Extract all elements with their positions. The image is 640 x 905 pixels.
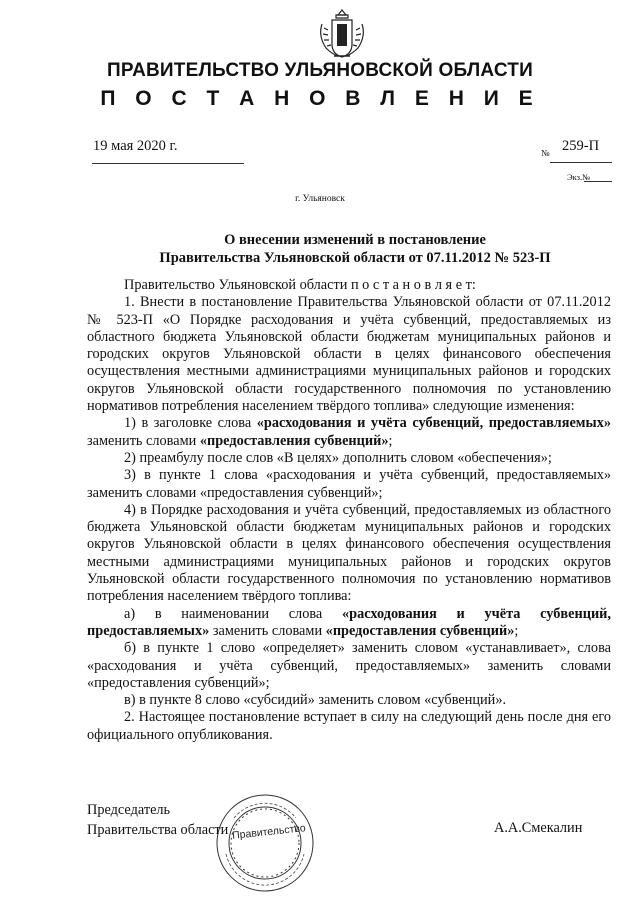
document-number: 259-П bbox=[562, 138, 600, 154]
signatory-title bbox=[87, 800, 228, 840]
bold-fragment: «предоставления субвенций» bbox=[199, 432, 389, 449]
copy-number-underline bbox=[584, 181, 612, 182]
bold-fragment: «расходования и учёта субвенций, предоставляемых» bbox=[256, 415, 611, 432]
signatory-title-line-2: Правительства области bbox=[87, 822, 229, 838]
government-title: ПРАВИТЕЛЬСТВО УЛЬЯНОВСКОЙ ОБЛАСТИ bbox=[107, 60, 533, 81]
coat-of-arms-icon bbox=[314, 6, 370, 62]
text-fragment: ; bbox=[388, 432, 393, 449]
subject-line-2: Правительства Ульяновской области от 07.11.2012 № 523-П bbox=[159, 250, 551, 266]
text-fragment: заменить словами bbox=[209, 622, 326, 639]
number-underline bbox=[550, 162, 612, 163]
document-subject bbox=[90, 231, 620, 267]
document-body bbox=[87, 277, 611, 744]
bold-fragment: «предоставления субвенций» bbox=[325, 622, 515, 639]
official-stamp-icon bbox=[214, 792, 316, 894]
text-fragment: а) в наименовании слова bbox=[124, 605, 342, 622]
city: г. Ульяновск bbox=[295, 194, 345, 204]
text-fragment: 1) в заголовке слова bbox=[124, 415, 257, 432]
number-label: № bbox=[541, 148, 550, 158]
item-2-paragraph: 2. Настоящее постановление вступает в силу на следующий день после дня его официального опубликования. bbox=[87, 709, 611, 743]
text-fragment: заменить словами bbox=[87, 432, 200, 449]
document-type: П О С Т А Н О В Л Е Н И Е bbox=[100, 87, 540, 110]
subject-line-1: О внесении изменений в постановление bbox=[224, 232, 486, 248]
copy-number-label: Экз.№ bbox=[567, 172, 591, 182]
signatory-name: А.А.Смекалин bbox=[494, 820, 583, 836]
subitem-b-paragraph: б) в пункте 1 слово «определяет» заменить словом «устанавливает», слова «расходования и учёта субвенций, предоставляемых» заменить словами «предоставления субвенций»; bbox=[87, 640, 611, 691]
stamp-label: Правительство bbox=[231, 822, 307, 842]
subitem-a-paragraph bbox=[87, 606, 611, 641]
intro-paragraph: Правительство Ульяновской области п о с т а н о в л я е т: bbox=[124, 277, 476, 293]
subitem-1-paragraph bbox=[87, 415, 611, 450]
subitem-3-paragraph: 3) в пункте 1 слова «расходования и учёта субвенций, предоставляемых» заменить словами «предоставления субвенций»; bbox=[87, 467, 611, 501]
item-1-paragraph: 1. Внести в постановление Правительства Ульяновской области от 07.11.2012 № 523-П «О Порядке расходования и учёта субвенций, предоставляемых из областного бюджета Ульяновской области бюджетам муниципальных районов и городских округов Ульяновской области в целях финансового обеспечения осуществления местными администрациями муниципальных районов и городских округов Ульяновской области государственного полномочия по установлению нормативов потребления населением твёрдого топлива» следующие изменения: bbox=[87, 294, 611, 415]
date-underline bbox=[92, 163, 244, 164]
text-fragment: ; bbox=[514, 622, 519, 639]
subitem-4-paragraph: 4) в Порядке расходования и учёта субвенций, предоставляемых из областного бюджета Ульяновской области бюджетам муниципальных районов и городских округов Ульяновской области в целях финансового обеспечения осуществления местными администрациями муниципальных районов и городских округов Ульяновской области государственного полномочия по установлению нормативов потребления населением твёрдого топлива: bbox=[87, 501, 611, 605]
subitem-2-paragraph: 2) преамбулу после слов «В целях» дополнить словом «обеспечения»; bbox=[124, 449, 552, 466]
subitem-v-paragraph: в) в пункте 8 слово «субсидий» заменить словом «субвенций». bbox=[124, 692, 507, 709]
signatory-title-line-1: Председатель bbox=[87, 802, 171, 818]
bold-fragment: «расходования и учёта субвенций, предоставляемых» bbox=[87, 605, 611, 639]
document-date: 19 мая 2020 г. bbox=[93, 138, 178, 154]
